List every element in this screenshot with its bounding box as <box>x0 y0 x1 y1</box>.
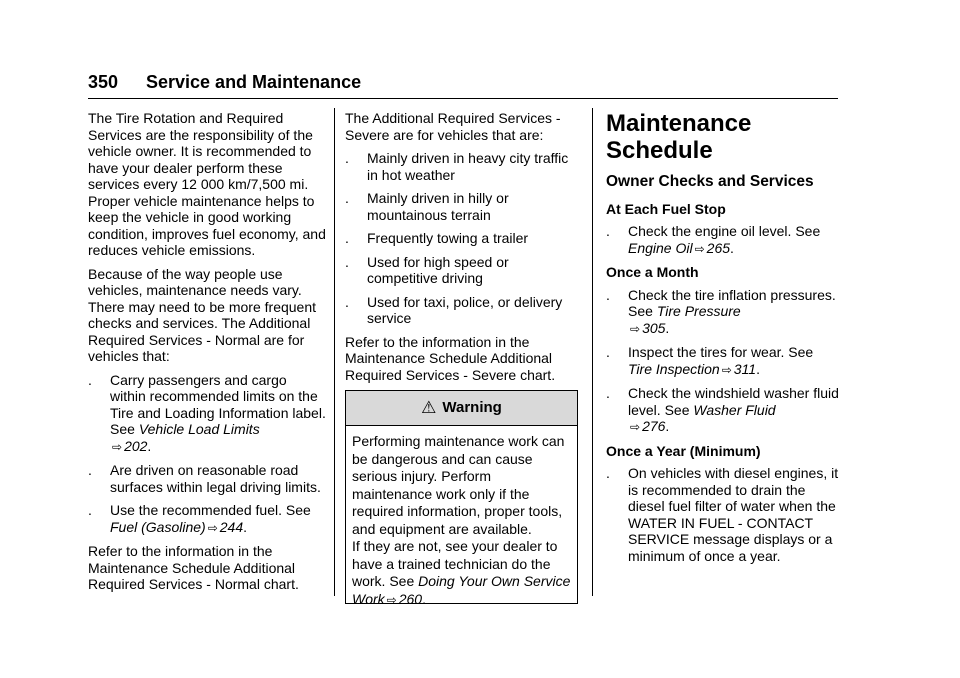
list-item: . Inspect the tires for wear. See Tire Inspection ⇨ 311. <box>606 344 814 377</box>
page-arrow-icon: ⇨ <box>386 592 397 607</box>
list-item: . Check the tire inflation pressures. See Tire Pressure ⇨ 305. <box>606 286 836 336</box>
cross-reference-link[interactable]: Tire Pressure <box>656 303 741 319</box>
page-arrow-icon: ⇨ <box>694 241 705 256</box>
group-heading: Once a Month <box>606 264 699 280</box>
page-header <box>88 70 838 99</box>
cross-reference-link[interactable]: Doing Your Own Service Work <box>352 573 571 607</box>
bullet-icon: . <box>606 385 610 401</box>
page-number: 350 <box>88 72 119 92</box>
warning-header <box>346 391 577 426</box>
bullet-icon: . <box>345 293 349 310</box>
list-item: . Carry passengers and cargo within recommended limits on the Tire and Loading Information label. See Vehicle Load Limits ⇨ 202. <box>88 371 326 454</box>
list-item <box>345 230 583 247</box>
bullet-icon: . <box>345 150 349 166</box>
paragraph: The Additional Required Services - Severe are for vehicles that are: <box>345 110 561 143</box>
list-item <box>345 294 583 327</box>
page-arrow-icon: ⇨ <box>112 439 123 454</box>
list-item: . Check the engine oil level. See Engine Oil ⇨ 265. <box>606 223 821 256</box>
cross-reference-link[interactable]: Engine Oil <box>628 239 693 256</box>
subsection-title: Owner Checks and Services <box>606 173 814 190</box>
list-item-text: Inspect the tires for wear. See <box>628 344 814 360</box>
list-item-text: Mainly driven in heavy city traffic in hot weather <box>367 150 569 183</box>
warning-text: If they are not, see your dealer to have a trained technician do the work. See Doing Your Own Service Work ⇨ 260. <box>352 538 571 607</box>
cross-reference-link[interactable]: Fuel (Gasoline) <box>110 518 206 535</box>
list-item-text: Used for high speed or competitive driving <box>367 253 509 286</box>
warning-text: Performing maintenance work can be dangerous and can cause serious injury. Perform maintenance work only if the required information, proper tools, and equipment are available. <box>352 433 565 537</box>
column-divider-left <box>334 108 335 596</box>
list-item-text: Used for taxi, police, or delivery service <box>367 293 563 326</box>
section-title: Service and Maintenance <box>146 72 362 92</box>
list-item: . Use the recommended fuel. See Fuel (Gasoline) ⇨ 244. <box>88 502 311 535</box>
cross-reference-link[interactable]: Tire Inspection <box>628 360 720 377</box>
bullet-icon: . <box>606 465 610 481</box>
warning-body <box>346 426 577 615</box>
column-divider-right <box>592 108 593 596</box>
list-item-text: Check the tire inflation pressures. See <box>628 286 836 319</box>
warning-text-part: If they are not, see your dealer to have a trained technician do the work. See <box>352 538 558 589</box>
bullet-icon: . <box>345 190 349 206</box>
page-arrow-icon: ⇨ <box>207 520 218 535</box>
list-item-text: Are driven on reasonable road surfaces within legal driving limits. <box>110 462 321 495</box>
bullet-icon: . <box>606 286 610 303</box>
list-item-text: Check the engine oil level. See <box>628 223 821 239</box>
paragraph: Refer to the information in the Maintenance Schedule Additional Required Services - Normal chart. <box>88 543 299 592</box>
list-item: . Check the windshield washer fluid level. See Washer Fluid ⇨ 276. <box>606 385 839 434</box>
warning-box <box>345 390 578 607</box>
list-item <box>606 465 842 564</box>
warning-title: Warning <box>442 398 502 416</box>
list-item <box>88 462 326 495</box>
page-arrow-icon: ⇨ <box>630 321 641 336</box>
list-item-text: Carry passengers and cargo within recommended limits on the Tire and Loading Information label. See <box>110 371 326 437</box>
bullet-icon: . <box>345 253 349 270</box>
list-item-text: Mainly driven in hilly or mountainous terrain <box>367 190 509 223</box>
page-reference[interactable]: 260 <box>398 590 423 607</box>
bullet-icon: . <box>88 502 92 518</box>
paragraph: Because of the way people use vehicles, maintenance needs vary. There may need to be more frequent checks and services. The Additional Required Services - Normal are for vehicles that: <box>88 265 317 364</box>
chapter-title <box>606 110 842 164</box>
list-item <box>345 150 583 183</box>
list-item-text: Use the recommended fuel. See <box>110 502 311 518</box>
column-1 <box>88 110 326 600</box>
chapter-title-line: Maintenance <box>606 110 752 137</box>
list-item <box>345 190 583 223</box>
bullet-icon: . <box>88 371 92 388</box>
cross-reference-link[interactable]: Vehicle Load Limits <box>138 421 260 437</box>
paragraph: The Tire Rotation and Required Services are the responsibility of the vehicle owner. It is recommended to have your dealer perform these services every 12 000 km/7,500 mi. Proper vehicle maintenance helps to keep the vehicle in good working condition, improves fuel economy, and reduces vehicle emissions. <box>88 110 326 258</box>
warning-icon: ⚠ <box>421 397 437 417</box>
bullet-icon: . <box>345 230 349 246</box>
page-arrow-icon: ⇨ <box>721 362 732 377</box>
group-heading: Once a Year (Minimum) <box>606 442 761 459</box>
group-heading: At Each Fuel Stop <box>606 200 726 217</box>
paragraph: Refer to the information in the Maintenance Schedule Additional Required Services - Severe chart. <box>345 333 556 383</box>
list-item <box>345 254 583 287</box>
page-reference[interactable]: 305 <box>642 319 666 336</box>
chapter-title-line: Schedule <box>606 137 713 164</box>
page-reference[interactable]: 276 <box>642 418 666 434</box>
page-reference[interactable]: 265 <box>706 239 731 256</box>
list-item-text: On vehicles with diesel engines, it is recommended to drain the diesel fuel filter of water when the WATER IN FUEL - CONTACT SERVICE message displays or a minimum of once a year. <box>628 465 839 564</box>
page-reference[interactable]: 202 <box>124 437 148 454</box>
list-item-text: Check the windshield washer fluid level. See <box>628 385 839 418</box>
cross-reference-link[interactable]: Washer Fluid <box>693 401 776 418</box>
page-arrow-icon: ⇨ <box>630 420 641 434</box>
bullet-icon: . <box>88 462 92 478</box>
page-reference[interactable]: 244 <box>219 518 244 535</box>
list-item-text: Frequently towing a trailer <box>367 230 529 246</box>
column-3 <box>606 110 842 571</box>
column-2 <box>345 110 583 607</box>
bullet-icon: . <box>606 223 610 239</box>
bullet-icon: . <box>606 344 610 360</box>
page-reference[interactable]: 311 <box>733 360 757 377</box>
